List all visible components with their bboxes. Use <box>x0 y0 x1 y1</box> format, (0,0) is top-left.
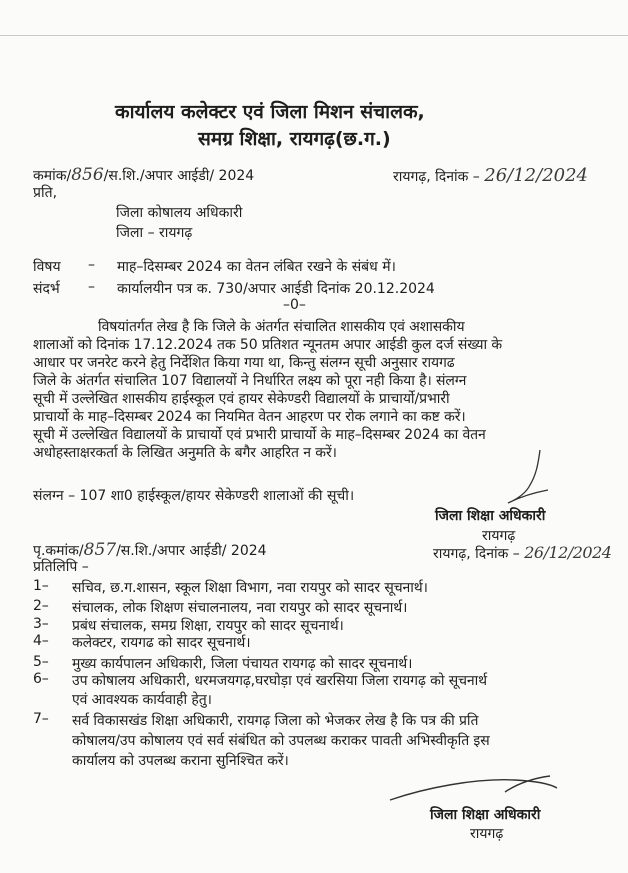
reference-text: कार्यालयीन पत्र क. 730/अपार आईडी दिनांक 20.12.2024 <box>117 281 435 297</box>
copy-item-number: 3– <box>33 616 49 632</box>
signatory-place: रायगढ़ <box>482 528 516 544</box>
subject-label: विषय <box>33 259 61 275</box>
handwritten-date: 26/12/2024 <box>484 165 588 186</box>
handwritten-date: 26/12/2024 <box>524 543 612 562</box>
copy-item-text: संचालक, लोक शिक्षण संचालनालय, नवा रायपुर को सादर सूचनार्थ। <box>72 600 408 616</box>
copy-item-text: एवं आवश्यक कार्यवाही हेतु। <box>72 692 212 708</box>
body-line: अधोहस्ताक्षरकर्ता के लिखित अनुमति के बगैर आहरित न करें। <box>33 445 337 461</box>
body-line: आधार पर जनरेट करने हेतु निर्देशित किया गया था, किन्तु संलग्न सूची अनुसार रायगढ <box>33 355 455 371</box>
reference-dash: – <box>88 279 95 295</box>
reference-label: संदर्भ <box>33 281 60 297</box>
signature-mark <box>500 445 560 515</box>
page-top-edge <box>0 35 628 36</box>
signatory-place: रायगढ़ <box>470 826 504 842</box>
copy-item-number: 7– <box>33 711 49 727</box>
copy-item-number: 4– <box>33 633 49 649</box>
body-line: सूची में उल्लेखित शासकीय हाईस्कूल एवं हायर सेकेण्डरी विद्यालयों के प्राचार्यो/प्रभारी <box>33 391 450 407</box>
signatory-title: जिला शिक्षा अधिकारी <box>430 807 541 823</box>
body-line: विषयांतर्गत लेख है कि जिले के अंतर्गत संचालित शासकीय एवं अशासकीय <box>98 319 465 335</box>
copy-item-text: प्रबंध संचालक, समग्र शिक्षा, रायपुर को सादर सूचनार्थ। <box>72 618 344 634</box>
office-heading: कार्यालय कलेक्टर एवं जिला मिशन संचालक, <box>115 101 425 123</box>
recipient-district: जिला – रायगढ़ <box>116 225 193 241</box>
copy-item-text: मुख्य कार्यपालन अधिकारी, जिला पंचायत रायगढ़ को सादर सूचनार्थ। <box>72 656 413 672</box>
copy-item-text: कलेक्टर, रायगढ को सादर सूचनार्थ। <box>72 635 251 651</box>
recipient-title: जिला कोषालय अधिकारी <box>116 205 243 221</box>
body-line: शालाओं को दिनांक 17.12.2024 तक 50 प्रतिशत न्यूनतम अपार आईडी कुल दर्ज संख्या के <box>33 337 502 353</box>
copy-place-date: रायगढ़, दिनांक – 26/12/2024 <box>433 543 612 562</box>
copy-item-text: सचिव, छ.ग.शासन, स्कूल शिक्षा विभाग, नवा रायपुर को सादर सूचनार्थ। <box>72 580 428 596</box>
subject-text: माह–दिसम्बर 2024 का वेतन लंबित रखने के संबंध में। <box>117 259 396 275</box>
office-subheading: समग्र शिक्षा, रायगढ़(छ.ग.) <box>198 128 391 150</box>
letter-ref-number: कमांक/856/स.शि./अपार आईडी/ 2024 <box>33 165 255 185</box>
copy-item-number: 1– <box>33 578 49 594</box>
body-line: सूची में उल्लेखित विद्यालयों के प्राचार्यो एवं प्रभारी प्राचार्यो के माह–दिसम्बर 2024 का वेतन <box>33 427 486 443</box>
subject-dash: – <box>88 257 95 273</box>
copy-item-number: 6– <box>33 671 49 687</box>
copy-item-text: कोषालय/उप कोषालय एवं सर्व संबंधित को उपलब्ध कराकर पावती अभिस्वीकृति इस <box>72 733 490 749</box>
body-line: जिले के अंतर्गत संचालित 107 विद्यालयों ने निर्धारित लक्ष्य को पूरा नही किया है। संलग्न <box>33 373 467 389</box>
copy-ref-number: पृ.कमांक/857/स.शि./अपार आईडी/ 2024 <box>33 540 267 560</box>
copy-item-text: उप कोषालय अधिकारी, धरमजयगढ़,घरघोड़ा एवं खरसिया जिला रायगढ़ को सूचनार्थ <box>72 673 488 689</box>
copy-item-text: सर्व विकासखंड शिक्षा अधिकारी, रायगढ़ जिला को भेजकर लेख है कि पत्र की प्रति <box>72 713 479 729</box>
separator: –0– <box>283 297 306 313</box>
copy-label: प्रतिलिपि – <box>33 559 89 575</box>
copy-item-text: कार्यालय को उपलब्ध कराना सुनिश्चित करें। <box>72 753 289 769</box>
body-line: प्राचार्यो के माह–दिसम्बर 2024 का नियमित वेतन आहरण पर रोक लगाने का कष्ट करें। <box>33 409 466 425</box>
signature-mark <box>385 770 565 810</box>
letter-place-date: रायगढ़, दिनांक – 26/12/2024 <box>393 165 588 186</box>
copy-item-number: 2– <box>33 598 49 614</box>
prati-label: प्रति, <box>33 185 58 201</box>
enclosure-note: संलग्न – 107 शा0 हाईस्कूल/हायर सेकेण्डरी शालाओं की सूची। <box>33 488 355 504</box>
signatory-title: जिला शिक्षा अधिकारी <box>435 508 546 524</box>
copy-item-number: 5– <box>33 654 49 670</box>
